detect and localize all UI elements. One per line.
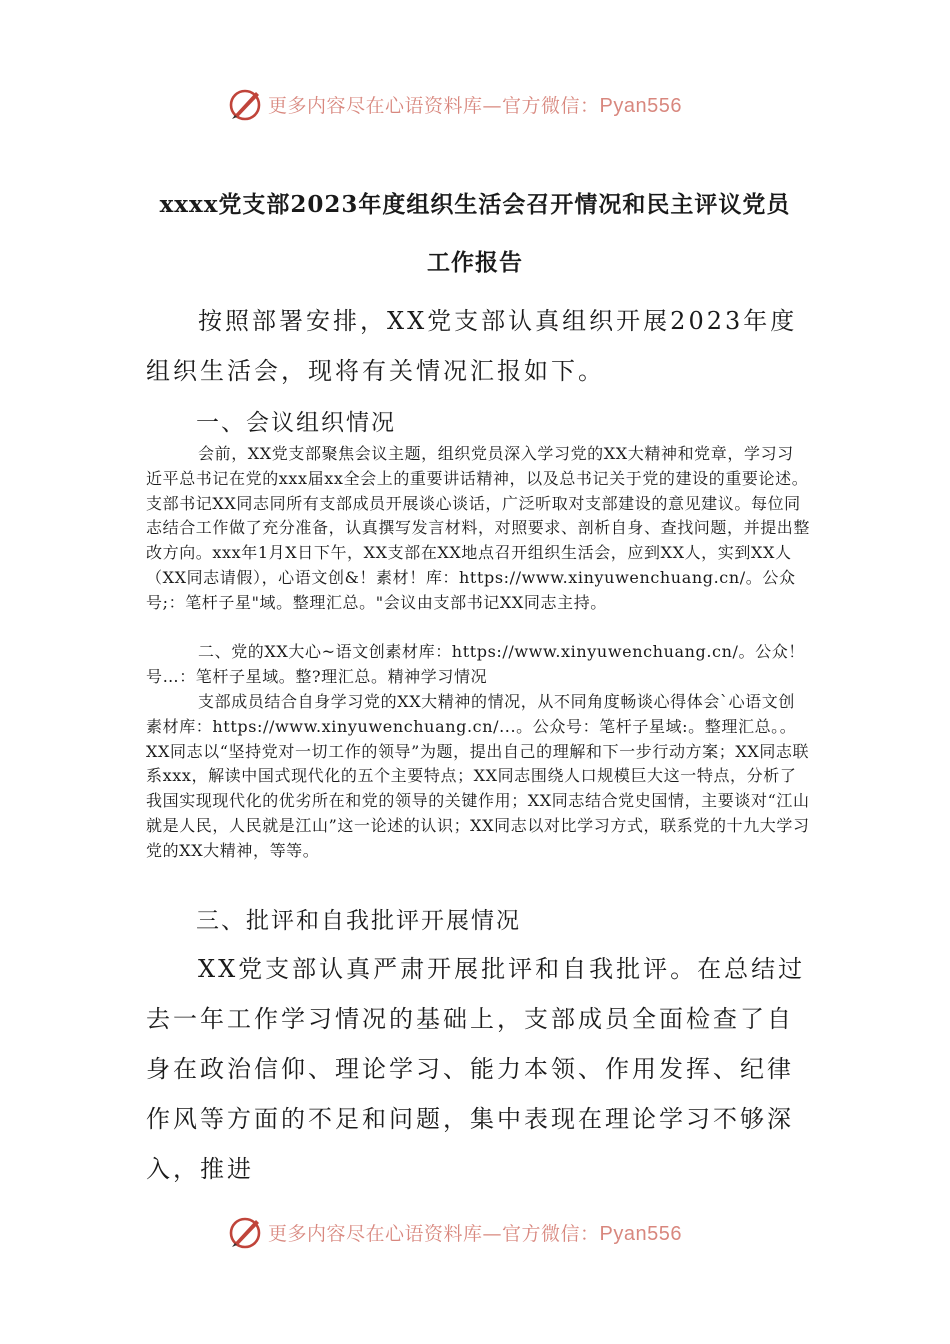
title-line-2: 工作报告 [427, 249, 523, 276]
watermark-banner-top [228, 84, 748, 124]
document-title [140, 176, 810, 292]
section-heading-3: 三、批评和自我批评开展情况 [196, 908, 521, 934]
section-heading-1: 一、会议组织情况 [196, 410, 396, 436]
paragraph-study-discussion: 支部成员结合自身学习党的XX大精神的情况，从不同角度畅谈心得体会`心语文创素材库：https://www.xinyuwenchuang.cn/...。公众号：笔杆子星域:。整理汇总。。XX同志以“坚持党对一切工作的领导”为题，提出自己的理解和下一步行动方案；XX同志联系xxx，解读中国式现代化的五个主要特点；XX同志围绕人口规模巨大这一特点，分析了我国实现现代化的优劣所在和党的领导的关键作用；XX同志结合党史国情，主要谈对“江山就是人民，人民就是江山”这一论述的认识；XX同志以对比学习方式，联系党的十九大学习党的XX大精神，等等。 [146, 692, 810, 860]
intro-paragraph: 按照部署安排，XX党支部认真组织开展2023年度组织生活会，现将有关情况汇报如下。 [146, 307, 798, 385]
watermark-text: 更多内容尽在心语资料库—官方微信： [268, 1222, 600, 1245]
watermark-text: 更多内容尽在心语资料库—官方微信： [268, 94, 600, 117]
pen-logo-icon [228, 86, 264, 122]
paragraph-section-2-heading: 二、党的XX大心~语文创素材库：https://www.xinyuwenchuang.cn/。公众！号…：笔杆子星域。整?理汇总。精神学习情况 [146, 642, 805, 686]
pen-logo-icon [228, 1214, 264, 1250]
title-line-1: xxxx党支部2023年度组织生活会召开情况和民主评议党员 [159, 191, 791, 218]
paragraph-criticism: XX党支部认真严肃开展批评和自我批评。在总结过去一年工作学习情况的基础上，支部成员全面检查了自身在政治信仰、理论学习、能力本领、作用发挥、纪律作风等方面的不足和问题，集中表现在理论学习不够深入，推进 [146, 955, 806, 1183]
paragraph-meeting-organization: 会前，XX党支部聚焦会议主题，组织党员深入学习党的XX大精神和党章，学习习近平总书记在党的xxx届xx全会上的重要讲话精神，以及总书记关于党的建设的重要论述。支部书记XX同志同所有支部成员开展谈心谈话，广泛听取对支部建设的意见建议。每位同志结合工作做了充分准备，认真撰写发言材料，对照要求、剖析自身、查找问题，并提出整改方向。xxx年1月X日下午，XX支部在XX地点召开组织生活会，应到XX人，实到XX人（XX同志请假），心语文创&！素材！库：https://www.xinyuwenchuang.cn/。公众号;：笔杆子星"域。整理汇总。"会议由支部书记XX同志主持。 [146, 444, 811, 612]
watermark-wechat-id: Pyan556 [599, 94, 682, 117]
watermark-banner-bottom [228, 1212, 748, 1252]
watermark-wechat-id: Pyan556 [599, 1222, 682, 1245]
